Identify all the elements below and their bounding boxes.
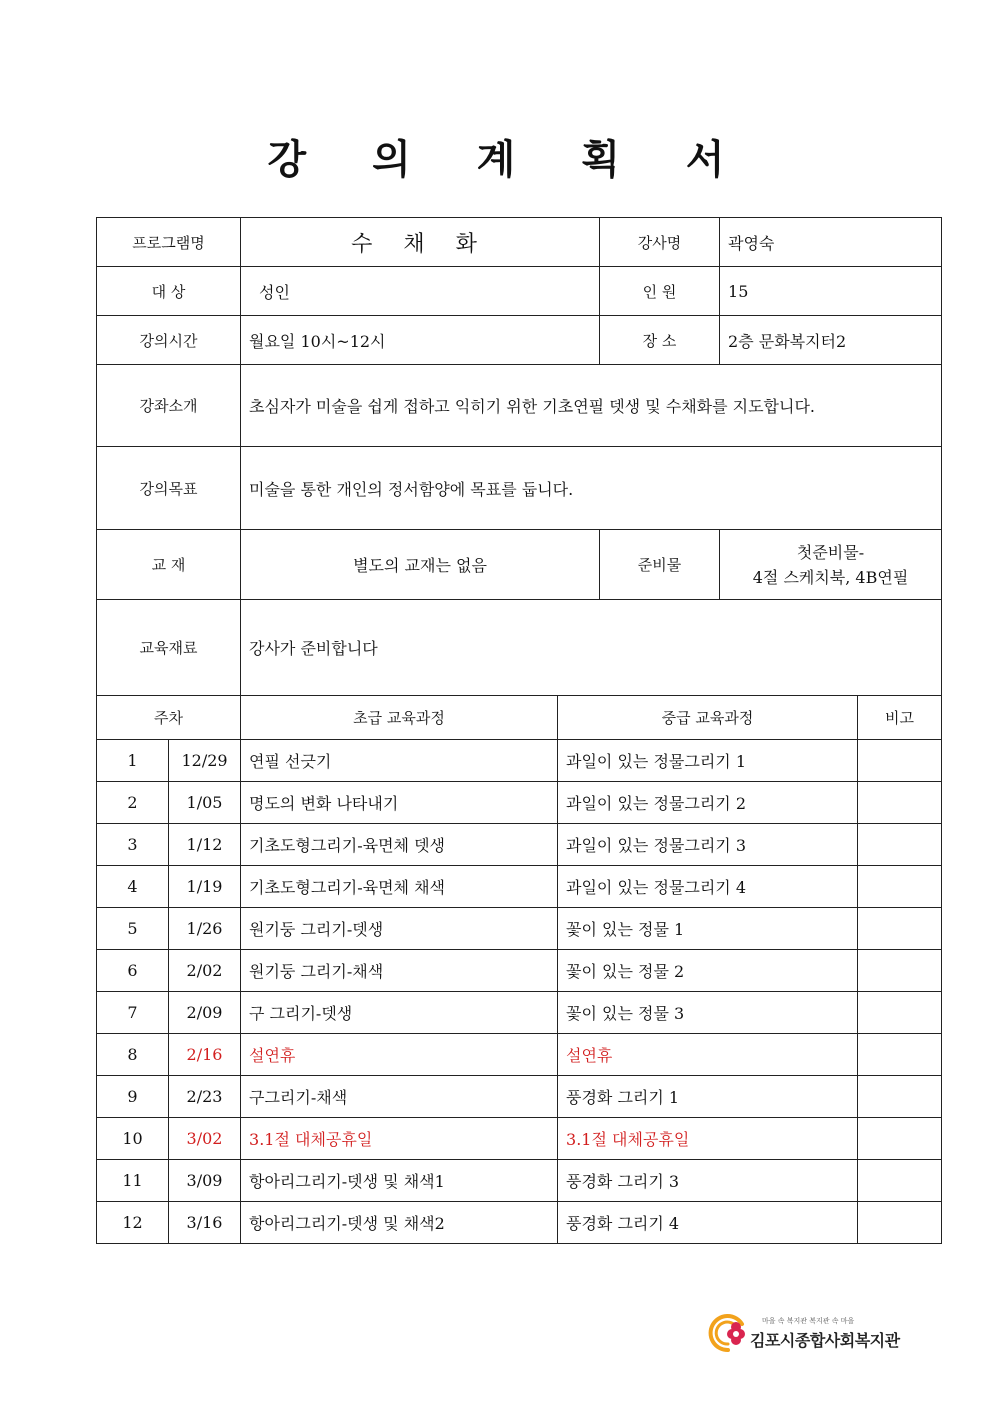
intermediate-topic: 과일이 있는 정물그리기 1 (558, 740, 858, 782)
textbook-value: 별도의 교재는 없음 (241, 530, 600, 600)
schedule-header-row (97, 696, 942, 740)
week-number: 11 (97, 1160, 169, 1202)
intro-label: 강좌소개 (97, 365, 241, 447)
note-cell (858, 950, 942, 992)
page-title: 강 의 계 획 서 (267, 137, 751, 183)
time-value: 월요일 10시~12시 (241, 316, 600, 365)
lecture-plan-table (96, 217, 942, 1244)
note-cell (858, 992, 942, 1034)
intro-value: 초심자가 미술을 쉽게 접하고 익히기 위한 기초연필 뎃생 및 수채화를 지도합니다. (241, 365, 942, 447)
week-number: 2 (97, 782, 169, 824)
schedule-row (97, 740, 942, 782)
goal-label: 강의목표 (97, 447, 241, 530)
schedule-row (97, 866, 942, 908)
program-label: 프로그램명 (97, 218, 241, 267)
schedule-rows (97, 740, 942, 1244)
note-cell (858, 824, 942, 866)
week-date: 1/12 (169, 824, 241, 866)
beginner-topic: 구그리기-채색 (241, 1076, 558, 1118)
week-number: 7 (97, 992, 169, 1034)
intermediate-topic: 과일이 있는 정물그리기 4 (558, 866, 858, 908)
time-row (97, 316, 942, 365)
prep-value-line2: 4절 스케치북, 4B연필 (752, 567, 909, 587)
prep-value (720, 530, 942, 600)
target-value: 성인 (241, 267, 600, 316)
intro-row (97, 365, 942, 447)
week-number: 10 (97, 1118, 169, 1160)
material-value: 강사가 준비합니다 (241, 600, 942, 696)
note-cell (858, 1076, 942, 1118)
week-number: 1 (97, 740, 169, 782)
note-cell (858, 1202, 942, 1244)
goal-row (97, 447, 942, 530)
instructor-label: 강사명 (600, 218, 720, 267)
headcount-label: 인 원 (600, 267, 720, 316)
week-date: 3/02 (169, 1118, 241, 1160)
note-cell (858, 1034, 942, 1076)
week-number: 12 (97, 1202, 169, 1244)
flower-swirl-logo-icon (706, 1310, 750, 1360)
beginner-header: 초급 교육과정 (241, 696, 558, 740)
intermediate-topic: 풍경화 그리기 4 (558, 1202, 858, 1244)
schedule-row (97, 1160, 942, 1202)
beginner-topic: 구 그리기-뎃생 (241, 992, 558, 1034)
schedule-row (97, 782, 942, 824)
textbook-row (97, 530, 942, 600)
note-cell (858, 866, 942, 908)
week-date: 1/05 (169, 782, 241, 824)
place-label: 장 소 (600, 316, 720, 365)
prep-label: 준비물 (600, 530, 720, 600)
material-row (97, 600, 942, 696)
week-number: 6 (97, 950, 169, 992)
week-header: 주차 (97, 696, 241, 740)
schedule-row (97, 824, 942, 866)
logo-name: 김포시종합사회복지관 (750, 1331, 900, 1350)
intermediate-topic: 꽃이 있는 정물 3 (558, 992, 858, 1034)
week-date: 1/26 (169, 908, 241, 950)
beginner-topic: 설연휴 (241, 1034, 558, 1076)
beginner-topic: 원기둥 그리기-채색 (241, 950, 558, 992)
organization-logo (706, 1310, 906, 1360)
intermediate-topic: 3.1절 대체공휴일 (558, 1118, 858, 1160)
note-cell (858, 782, 942, 824)
intermediate-topic: 과일이 있는 정물그리기 3 (558, 824, 858, 866)
intermediate-topic: 풍경화 그리기 1 (558, 1076, 858, 1118)
intermediate-topic: 꽃이 있는 정물 1 (558, 908, 858, 950)
textbook-label: 교 재 (97, 530, 241, 600)
week-date: 2/23 (169, 1076, 241, 1118)
beginner-topic: 3.1절 대체공휴일 (241, 1118, 558, 1160)
note-cell (858, 1160, 942, 1202)
week-number: 3 (97, 824, 169, 866)
beginner-topic: 항아리그리기-뎃생 및 채색2 (241, 1202, 558, 1244)
beginner-topic: 기초도형그리기-육면체 뎃생 (241, 824, 558, 866)
beginner-topic: 연필 선긋기 (241, 740, 558, 782)
beginner-topic: 기초도형그리기-육면체 채색 (241, 866, 558, 908)
week-date: 3/09 (169, 1160, 241, 1202)
week-date: 12/29 (169, 740, 241, 782)
schedule-row (97, 1076, 942, 1118)
schedule-row (97, 992, 942, 1034)
week-date: 2/02 (169, 950, 241, 992)
week-number: 9 (97, 1076, 169, 1118)
beginner-topic: 항아리그리기-뎃생 및 채색1 (241, 1160, 558, 1202)
intermediate-topic: 풍경화 그리기 3 (558, 1160, 858, 1202)
intermediate-topic: 과일이 있는 정물그리기 2 (558, 782, 858, 824)
material-label: 교육재료 (97, 600, 241, 696)
week-date: 2/09 (169, 992, 241, 1034)
time-label: 강의시간 (97, 316, 241, 365)
schedule-row (97, 1118, 942, 1160)
target-label: 대 상 (97, 267, 241, 316)
note-cell (858, 1118, 942, 1160)
beginner-topic: 명도의 변화 나타내기 (241, 782, 558, 824)
note-header: 비고 (858, 696, 942, 740)
target-row (97, 267, 942, 316)
week-number: 4 (97, 866, 169, 908)
schedule-row (97, 908, 942, 950)
week-date: 1/19 (169, 866, 241, 908)
schedule-row (97, 950, 942, 992)
note-cell (858, 740, 942, 782)
week-date: 3/16 (169, 1202, 241, 1244)
week-number: 8 (97, 1034, 169, 1076)
week-number: 5 (97, 908, 169, 950)
goal-value: 미술을 통한 개인의 정서함양에 목표를 둡니다. (241, 447, 942, 530)
intermediate-header: 중급 교육과정 (558, 696, 858, 740)
beginner-topic: 원기둥 그리기-뎃생 (241, 908, 558, 950)
week-date: 2/16 (169, 1034, 241, 1076)
intermediate-topic: 꽃이 있는 정물 2 (558, 950, 858, 992)
intermediate-topic: 설연휴 (558, 1034, 858, 1076)
schedule-row (97, 1034, 942, 1076)
place-value: 2층 문화복지터2 (720, 316, 942, 365)
headcount-value: 15 (720, 267, 942, 316)
instructor-value: 곽영숙 (720, 218, 942, 267)
program-row (97, 218, 942, 267)
prep-value-line1: 첫준비물- (796, 542, 865, 562)
program-value: 수 채 화 (241, 218, 600, 267)
schedule-row (97, 1202, 942, 1244)
note-cell (858, 908, 942, 950)
logo-tagline: 마을 속 복지관 복지관 속 마을 (762, 1317, 855, 1325)
